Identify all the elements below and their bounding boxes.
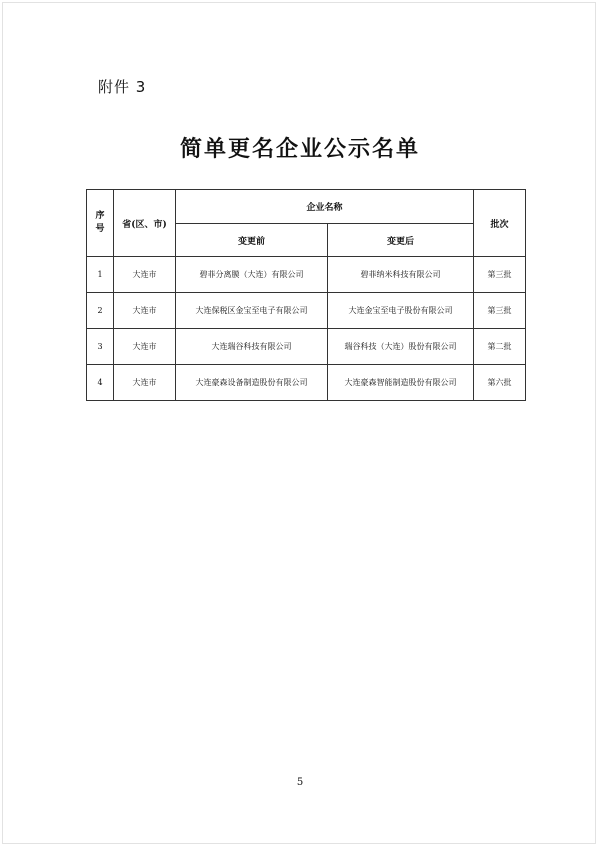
header-after: 变更后 (328, 224, 474, 257)
header-seq-line2: 号 (95, 224, 105, 234)
cell-seq: 2 (87, 293, 114, 329)
page-title: 简单更名企业公示名单 (179, 136, 420, 162)
cell-before: 大连保税区金宝至电子有限公司 (176, 293, 328, 329)
cell-batch: 第三批 (474, 257, 526, 293)
cell-province: 大连市 (114, 293, 176, 329)
table-header-row (87, 190, 526, 224)
header-province: 省(区、市) (114, 190, 176, 257)
cell-batch: 第二批 (474, 329, 526, 365)
cell-seq: 3 (87, 329, 114, 365)
table-row (87, 329, 526, 365)
table-row (87, 365, 526, 401)
cell-after: 大连豪森智能制造股份有限公司 (328, 365, 474, 401)
cell-after: 大连金宝至电子股份有限公司 (328, 293, 474, 329)
cell-before: 碧菲分离膜（大连）有限公司 (176, 257, 328, 293)
company-rename-table (86, 189, 526, 401)
cell-before: 大连瑞谷科技有限公司 (176, 329, 328, 365)
header-seq-line1: 序 (95, 211, 105, 221)
cell-before: 大连豪森设备制造股份有限公司 (176, 365, 328, 401)
cell-province: 大连市 (114, 257, 176, 293)
header-seq (87, 190, 114, 257)
page-number: 5 (296, 777, 304, 788)
cell-after: 碧菲纳米科技有限公司 (328, 257, 474, 293)
table-row (87, 257, 526, 293)
page-border (2, 2, 596, 844)
cell-province: 大连市 (114, 329, 176, 365)
cell-after: 瑞谷科技（大连）股份有限公司 (328, 329, 474, 365)
cell-batch: 第六批 (474, 365, 526, 401)
header-company-name: 企业名称 (176, 190, 474, 224)
cell-seq: 4 (87, 365, 114, 401)
attachment-label: 附件 3 (98, 78, 147, 96)
cell-seq: 1 (87, 257, 114, 293)
table-row (87, 293, 526, 329)
header-before: 变更前 (176, 224, 328, 257)
cell-batch: 第三批 (474, 293, 526, 329)
cell-province: 大连市 (114, 365, 176, 401)
header-batch: 批次 (474, 190, 526, 257)
